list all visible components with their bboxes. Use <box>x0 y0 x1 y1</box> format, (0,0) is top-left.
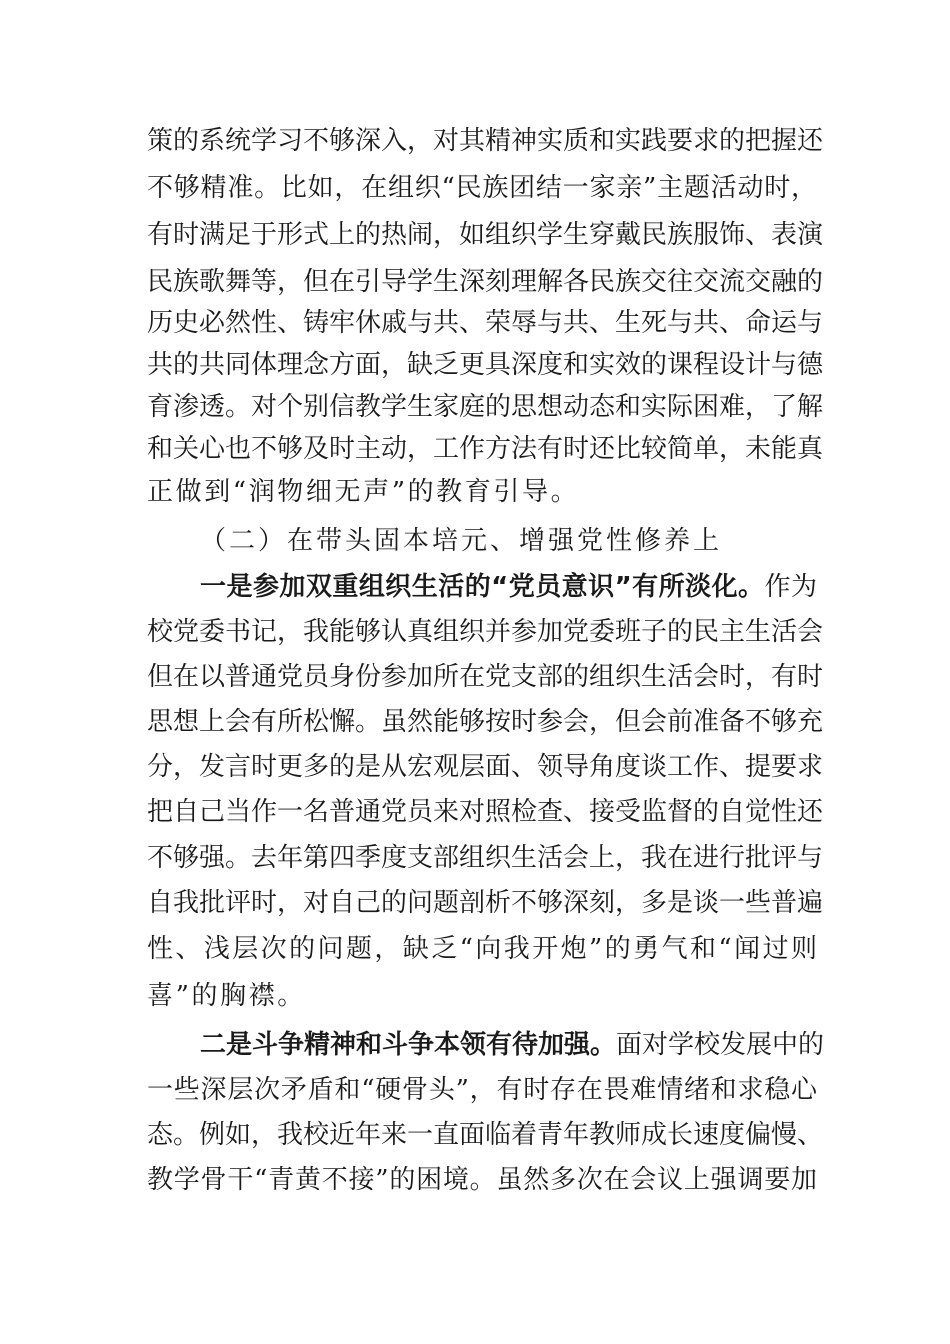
paragraph-line: 自我批评时，对自己的问题剖析不够深刻，多是谈一些普遍 <box>147 888 824 918</box>
paragraph-line: 态。例如，我校近年来一直面临着青年教师成长速度偏慢、 <box>147 1120 824 1150</box>
paragraph-line: 校党委书记，我能够认真组织并参加党委班子的民主生活会 <box>147 617 824 647</box>
paragraph-line: 但在以普通党员身份参加所在党支部的组织生活会时，有时 <box>147 662 824 692</box>
paragraph-first-line <box>200 1027 825 1063</box>
paragraph-line: 思想上会有所松懈。虽然能够按时参会，但会前准备不够充 <box>147 707 824 737</box>
paragraph-line: 一些深层次矛盾和“硬骨头”，有时存在畏难情绪和求稳心 <box>147 1075 817 1105</box>
section-heading: （二）在带头固本培元、增强党性修养上 <box>200 526 723 556</box>
paragraph-line: 历史必然性、铸牢休戚与共、荣辱与共、生死与共、命运与 <box>147 308 824 338</box>
paragraph-line: 把自己当作一名普通党员来对照检查、接受监督的自觉性还 <box>147 797 824 827</box>
paragraph-line: 不够精准。比如，在组织“民族团结一家亲”主题活动时， <box>147 173 817 203</box>
paragraph-line: 不够强。去年第四季度支部组织生活会上，我在进行批评与 <box>147 843 824 873</box>
paragraph-line: 有时满足于形式上的热闹，如组织学生穿戴民族服饰、表演 <box>147 220 824 250</box>
paragraph-line: 共的共同体理念方面，缺乏更具深度和实效的课程设计与德 <box>147 350 824 380</box>
paragraph-line: 分，发言时更多的是从宏观层面、领导角度谈工作、提要求 <box>147 752 824 782</box>
paragraph-line: 和关心也不够及时主动，工作方法有时还比较简单，未能真 <box>147 434 824 464</box>
paragraph-line: 喜”的胸襟。 <box>147 981 306 1011</box>
paragraph-line: 育渗透。对个别信教学生家庭的思想动态和实际困难，了解 <box>147 392 824 422</box>
paragraph-line: 民族歌舞等，但在引导学生深刻理解各民族交往交流交融的 <box>147 267 824 297</box>
bold-lead: 一是参加双重组织生活的“党员意识”有所淡化。 <box>200 572 765 602</box>
paragraph-line: 正做到“润物细无声”的教育引导。 <box>147 477 580 507</box>
bold-lead: 二是斗争精神和斗争本领有待加强。 <box>200 1030 617 1060</box>
paragraph-line: 教学骨干“青黄不接”的困境。虽然多次在会议上强调要加 <box>147 1165 817 1195</box>
paragraph-line: 策的系统学习不够深入，对其精神实质和实践要求的把握还 <box>147 126 824 156</box>
paragraph-line: 性、浅层次的问题，缺乏“向我开炮”的勇气和“闻过则 <box>147 934 817 964</box>
paragraph-text: 面对学校发展中的 <box>616 1030 825 1060</box>
paragraph-text: 作为 <box>764 572 817 602</box>
paragraph-first-line <box>200 569 817 605</box>
